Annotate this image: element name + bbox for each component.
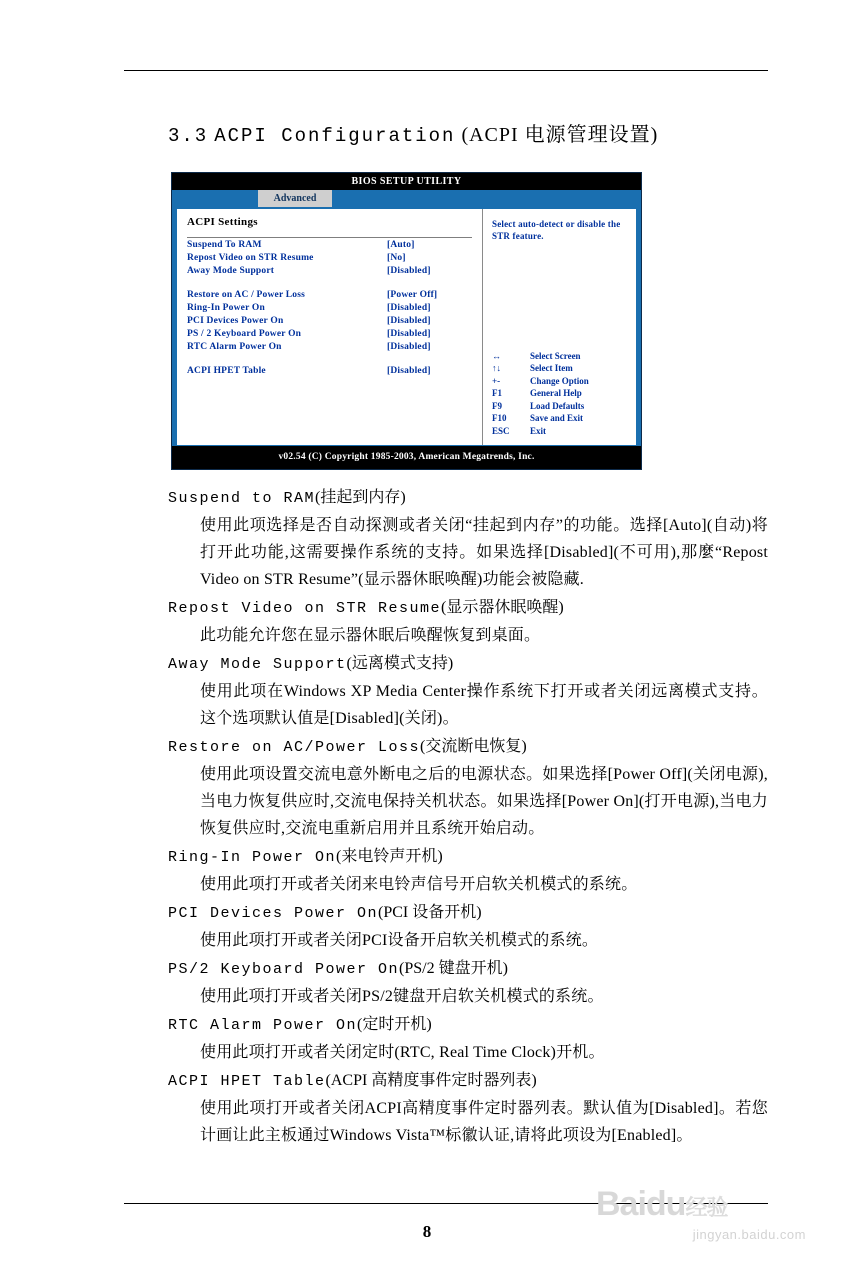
option-row[interactable]: [187, 366, 482, 379]
key-name: F10: [492, 413, 507, 423]
spacer: [187, 355, 482, 366]
entry-desc: 使用此项选择是否自动探测或者关闭“挂起到内存”的功能。选择[Auto](自动)将打开此功能,这需要操作系统的支持。如果选择[Disabled](不可用),那麼“Repost Video on STR Resume”(显示器休眠唤醒)功能会被隐藏.: [200, 517, 768, 588]
option-label: Repost Video on STR Resume: [187, 253, 314, 263]
entry-desc: 使用此项打开或者关闭定时(RTC, Real Time Clock)开机。: [200, 1044, 605, 1061]
option-row[interactable]: [187, 290, 482, 303]
entry-term: [168, 843, 768, 871]
entry-desc: 使用此项打开或者关闭PCI设备开启软关机模式的系统。: [200, 932, 599, 949]
entry-term-cn: (远离模式支持): [346, 655, 454, 672]
entry: [168, 1067, 768, 1149]
option-label: RTC Alarm Power On: [187, 342, 282, 352]
footer-rule: [124, 1203, 768, 1204]
key-desc: Load Defaults: [530, 400, 585, 411]
option-row[interactable]: [187, 342, 482, 355]
entry-term-cn: (挂起到内存): [315, 489, 406, 506]
panel-heading: ACPI Settings: [187, 216, 258, 228]
entry-term: [168, 594, 768, 622]
bios-help-panel: [482, 209, 636, 445]
entry: [168, 594, 768, 649]
entry: [168, 1011, 768, 1066]
key-legend-row: [492, 350, 632, 363]
tab-advanced[interactable]: Advanced: [258, 190, 332, 207]
entry-desc: 使用此项在Windows XP Media Center操作系统下打开或者关闭远离模式支持。这个选项默认值是[Disabled](关闭)。: [200, 683, 768, 727]
section-number: 3.3: [168, 125, 209, 147]
option-label: PCI Devices Power On: [187, 316, 284, 326]
key-desc: General Help: [530, 388, 582, 398]
entry-term: [168, 899, 768, 927]
header-rule: [124, 70, 768, 71]
entry-term-en: PS/2 Keyboard Power On: [168, 961, 400, 978]
watermark-main: [596, 1186, 806, 1226]
entry-desc: 使用此项打开或者关闭来电铃声信号开启软关机模式的系统。: [200, 876, 638, 893]
key-legend-row: [492, 425, 632, 438]
spacer: [187, 279, 482, 290]
entry-desc: 此功能允许您在显示器休眠后唤醒恢复到桌面。: [200, 627, 541, 644]
entry-term: [168, 484, 768, 512]
section-title-en: ACPI Configuration: [214, 125, 456, 147]
bios-setup-screenshot: [171, 172, 642, 470]
key-name: +-: [492, 375, 501, 386]
key-name: ESC: [492, 425, 510, 436]
entry: [168, 955, 768, 1010]
entry-term: [168, 1011, 768, 1039]
entry-term-cn: (PCI 设备开机): [378, 904, 482, 921]
key-legend-row: [492, 412, 632, 425]
option-value[interactable]: [No]: [387, 253, 406, 263]
option-label: Away Mode Support: [187, 266, 275, 276]
watermark-url: jingyan.baidu.com: [692, 1227, 806, 1242]
section-title-cn: (ACPI 电源管理设置): [461, 124, 659, 146]
option-row[interactable]: [187, 266, 482, 279]
entry-term-cn: (显示器休眠唤醒): [441, 599, 564, 616]
key-name: F9: [492, 400, 502, 411]
section-heading: [168, 118, 658, 147]
panel-divider: [187, 237, 472, 238]
key-legend-row: [492, 362, 632, 375]
entry: [168, 843, 768, 898]
entry: [168, 733, 768, 842]
entry-term-en: PCI Devices Power On: [168, 905, 379, 922]
option-row[interactable]: [187, 329, 482, 342]
option-value[interactable]: [Disabled]: [387, 329, 431, 339]
option-label: ACPI HPET Table: [187, 366, 266, 376]
option-row[interactable]: [187, 253, 482, 266]
entry-term-cn: (来电铃声开机): [336, 848, 443, 865]
option-value[interactable]: [Disabled]: [387, 316, 431, 326]
key-desc: Select Item: [530, 363, 573, 373]
option-value[interactable]: [Power Off]: [387, 290, 438, 300]
watermark-brand: Baidu: [596, 1185, 686, 1223]
entry: [168, 650, 768, 732]
entry-term-en: RTC Alarm Power On: [168, 1017, 358, 1034]
key-desc: Select Screen: [530, 350, 581, 361]
entry-desc: 使用此项打开或者关闭PS/2键盘开启软关机模式的系统。: [200, 988, 604, 1005]
entry: [168, 484, 768, 593]
bios-body: [177, 209, 636, 445]
option-row[interactable]: [187, 240, 482, 253]
option-group-2: [187, 290, 482, 355]
entry-term: [168, 650, 768, 678]
entry-desc: 使用此项打开或者关闭ACPI高精度事件定时器列表。默认值为[Disabled]。若您计画让此主板通过Windows Vista™标徽认证,请将此项设为[Enabled]。: [200, 1100, 768, 1144]
entry-term-cn: (交流断电恢复): [420, 738, 527, 755]
key-desc: Save and Exit: [530, 413, 584, 423]
option-value[interactable]: [Auto]: [387, 240, 415, 250]
entry-term-en: Ring-In Power On: [168, 849, 337, 866]
key-name: F1: [492, 388, 502, 398]
key-legend-row: [492, 375, 632, 388]
option-value[interactable]: [Disabled]: [387, 266, 431, 276]
option-label: Ring-In Power On: [187, 303, 265, 313]
key-name: ↑↓: [492, 363, 501, 373]
option-label: Suspend To RAM: [187, 240, 262, 250]
entry: [168, 899, 768, 954]
watermark-brand-cn: 经验: [685, 1195, 728, 1220]
entry-term: [168, 1067, 768, 1095]
entry-term: [168, 733, 768, 761]
entry-term-en: Away Mode Support: [168, 656, 347, 673]
key-legend: [492, 350, 632, 438]
page-number: 8: [422, 1222, 432, 1241]
entry-term-en: Suspend to RAM: [168, 490, 316, 507]
option-row[interactable]: [187, 303, 482, 316]
entry-term-en: Restore on AC/Power Loss: [168, 739, 421, 756]
help-text: Select auto-detect or disable the STR feature.: [492, 219, 621, 241]
entry-term: [168, 955, 768, 983]
bios-tab-row: [172, 190, 641, 207]
option-value[interactable]: [Disabled]: [387, 366, 431, 376]
key-legend-row: [492, 387, 632, 400]
option-value[interactable]: [Disabled]: [387, 303, 431, 313]
bios-options-panel: [177, 209, 482, 445]
key-desc: Change Option: [530, 375, 589, 386]
entry-term-cn: (ACPI 高精度事件定时器列表): [325, 1072, 537, 1089]
key-name: ↔: [492, 350, 501, 361]
key-desc: Exit: [530, 425, 547, 436]
entry-term-cn: (定时开机): [357, 1016, 432, 1033]
entry-term-en: Repost Video on STR Resume: [168, 600, 442, 617]
option-label: PS / 2 Keyboard Power On: [187, 329, 302, 339]
option-group-3: [187, 366, 482, 379]
key-legend-row: [492, 400, 632, 413]
bios-titlebar: BIOS SETUP UTILITY: [172, 173, 641, 190]
entry-term-cn: (PS/2 键盘开机): [399, 960, 508, 977]
option-row[interactable]: [187, 316, 482, 329]
bios-footer: v02.54 (C) Copyright 1985-2003, American Megatrends, Inc.: [172, 446, 641, 469]
option-label: Restore on AC / Power Loss: [187, 290, 306, 300]
entry-term-en: ACPI HPET Table: [168, 1073, 326, 1090]
body-content: [168, 484, 768, 1150]
entry-desc: 使用此项设置交流电意外断电之后的电源状态。如果选择[Power Off](关闭电源),当电力恢复供应时,交流电保持关机状态。如果选择[Power On](打开电源),当电力恢复供应时,交流电重新启用并且系统开始启动。: [200, 766, 768, 837]
option-group-1: [187, 240, 482, 279]
option-value[interactable]: [Disabled]: [387, 342, 431, 352]
